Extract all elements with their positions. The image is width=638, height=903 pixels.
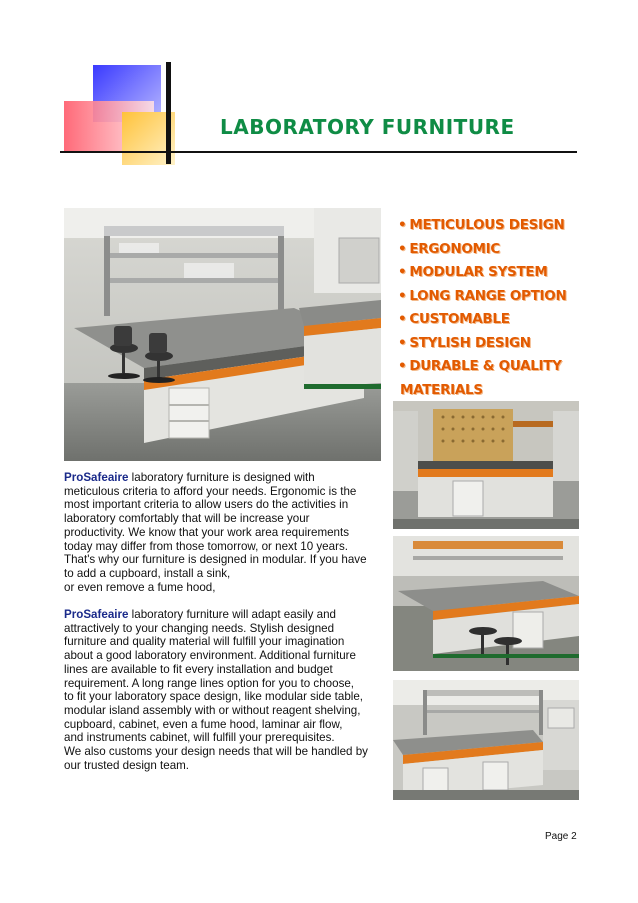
text-line: lines are available to fit every installation and budget [64, 662, 333, 676]
text-line: to fit your laboratory space design, like modular side table, [64, 690, 364, 704]
lab-photo-main [64, 208, 381, 461]
bullet-icon: • [398, 264, 407, 280]
feature-item [398, 285, 598, 309]
text-line: productivity. We know that your work area requirements [64, 525, 350, 539]
feature-item [398, 308, 598, 332]
paragraph-1 [64, 471, 376, 594]
text-line: That's why our furniture is designed in modular. If you have [64, 553, 367, 567]
bullet-icon: • [398, 240, 407, 257]
text-line: attractively to your changing needs. Stylish designed [64, 621, 335, 635]
page-number: Page 2 [545, 831, 577, 842]
feature-label: MODULAR SYSTEM [409, 264, 548, 280]
feature-label: DURABLE & QUALITY [409, 358, 562, 374]
text-line: to add a cupboard, install a sink, [64, 566, 231, 580]
header-rule [60, 151, 577, 153]
feature-label: CUSTOMABLE [409, 311, 510, 327]
text-line: We also customs your design needs that will be handled by [64, 745, 368, 759]
feature-label: STYLISH DESIGN [409, 334, 531, 351]
text-line: cupboard, cabinet, even a fume hood, laminar air flow, [64, 717, 343, 731]
text-line: furniture and quality material will fulfill your imagination [64, 635, 345, 649]
lab-photo-right-1 [393, 401, 579, 529]
feature-item [398, 214, 598, 238]
bullet-icon: • [398, 358, 407, 374]
bullet-icon: • [398, 217, 407, 233]
feature-item [398, 332, 598, 356]
feature-label: MATERIALS [400, 381, 483, 398]
paragraph-2 [64, 608, 376, 772]
bullet-icon: • [398, 334, 407, 351]
brand-name: ProSafeaire [64, 471, 129, 484]
header-vertical-bar [166, 62, 171, 164]
feature-item-continuation [398, 379, 598, 403]
feature-label: ERGONOMIC [409, 240, 500, 257]
bullet-icon: • [398, 311, 407, 327]
text-line: laboratory comfortably that will be increase your [64, 512, 310, 526]
feature-item [398, 355, 598, 379]
text-line: our trusted design team. [64, 758, 190, 772]
feature-label: METICULOUS DESIGN [409, 217, 565, 233]
text-line: requirement. A long range lines option for you to choose, [64, 676, 355, 690]
text-line: or even remove a fume hood, [64, 580, 216, 594]
text-line: about a good laboratory environment. Additional furniture [64, 649, 356, 663]
feature-item [398, 238, 598, 262]
text-line: today may differ from those tomorrow, or next 10 years. [64, 539, 348, 553]
text-line: laboratory furniture is designed with [128, 471, 315, 484]
brand-name: ProSafeaire [64, 608, 129, 622]
feature-label: LONG RANGE OPTION [409, 287, 567, 304]
bullet-icon: • [398, 287, 407, 304]
body-text [64, 471, 376, 772]
page-title: LABORATORY FURNITURE [220, 115, 515, 139]
text-line: most important criteria to allow users do the activities in [64, 498, 349, 512]
feature-item [398, 261, 598, 285]
text-line: modular island assembly with or without reagent shelving, [64, 703, 361, 717]
feature-list [398, 214, 598, 402]
lab-photo-right-3 [393, 680, 579, 800]
text-line: meticulous criteria to afford your needs. Ergonomic is the [64, 484, 357, 498]
text-line: and instruments cabinet, will fulfill your prerequisites. [64, 731, 335, 745]
text-line: laboratory furniture will adapt easily and [128, 608, 336, 622]
lab-photo-right-2 [393, 536, 579, 671]
